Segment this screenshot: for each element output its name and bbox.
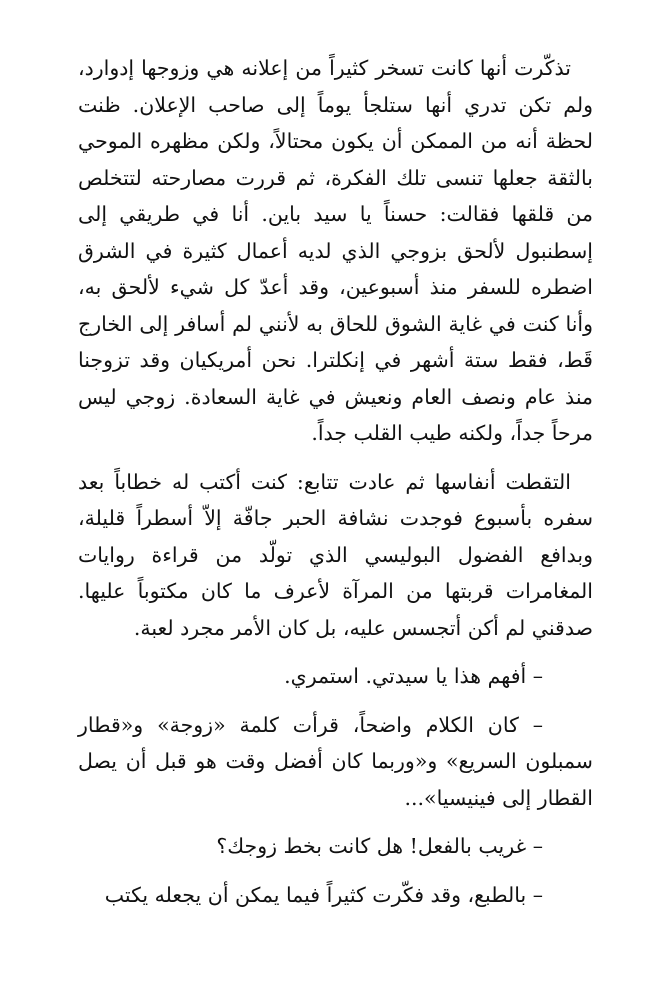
- paragraph-letter-story: التقطت أنفاسها ثم عادت تتابع: كنت أكتب له خطاباً بعد سفره بأسبوع فوجدت نشافة الحبر جافّة إلاّ أسطراً قليلة، وبدافع الفضول البوليسي الذي تولّد من قراءة روايات المغامرات قربتها من المرآة لأعرف ما كان مكتوباً عليها. صدقني لم أكن أتجسس عليه، بل كان الأمر مجرد لعبة.: [78, 469, 593, 640]
- dialog-line-handwriting-question: – غريب بالفعل! هل كانت بخط زوجك؟: [216, 834, 543, 858]
- paragraph-recollection: تذكّرت أنها كانت تسخر كثيراً من إعلانه هي وزوجها إدوارد، ولم تكن تدري أنها ستلجأ يوماً إلى صاحب الإعلان. ظنت لحظة أنه من الممكن أن يكون محتالاً، ولكن مظهره الموحي بالثقة جعلها تنسى تلك الفكرة، ثم قررت مصارحته لتتخلص من قلقها فقالت: حسناً يا سيد باين. أنا في طريقي إلى إسطنبول لألحق بزوجي الذي لديه أعمال كثيرة في الشرق اضطره للسفر منذ أسبوعين، وقد أعدّ كل شيء لألحق به، وأنا كنت في غاية الشوق للحاق به لأنني لم أسافر إلى الخارج قَط، فقط ستة أشهر في إنكلترا. نحن أمريكيان وقد تزوجنا منذ عام ونصف العام ونعيش في غاية السعادة. زوجي ليس مرحاً جداً، ولكنه طيب القلب جداً.: [78, 56, 593, 445]
- dialog-line-of-course: – بالطبع، وقد فكّرت كثيراً فيما يمكن أن يجعله يكتب: [104, 882, 543, 907]
- dialog-line-words-read: – كان الكلام واضحاً، قرأت كلمة «زوجة» و«قطار سمبلون السريع» و«وربما كان أفضل وقت هو قبل أن يصل القطار إلى فينيسيا»...: [78, 712, 593, 810]
- book-page: [78, 50, 593, 913]
- dialog-line-understand: – أفهم هذا يا سيدتي. استمري.: [284, 664, 543, 688]
